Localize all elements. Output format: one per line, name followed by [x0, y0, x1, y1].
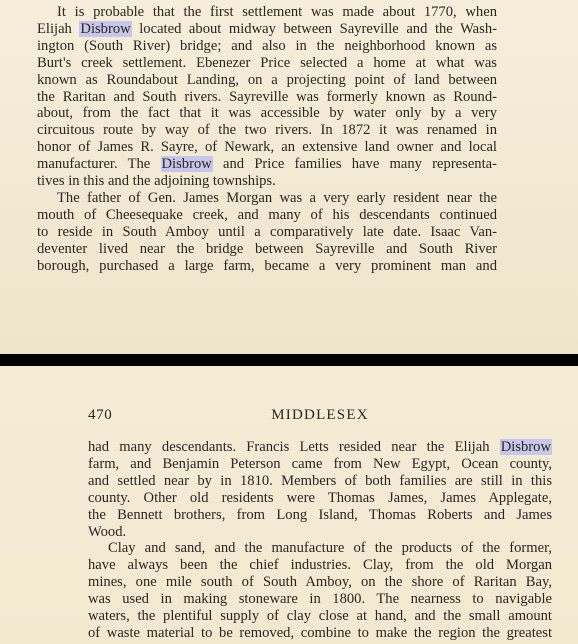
text-line [37, 4, 497, 21]
text-segment: and Price families have many representa- [212, 156, 497, 173]
text-segment: the Raritan and South rivers. Sayreville was formerly known as Round- [37, 88, 497, 105]
text-segment: borough, purchased a large farm, became a very prominent man and [37, 257, 497, 274]
page-number: 470 [88, 407, 113, 423]
text-line [88, 507, 552, 524]
search-highlight: Disbrow [80, 20, 131, 37]
text-segment: and settled near by in 1810. Members of both families are still in this [88, 472, 552, 489]
text-segment: circuitous route by way of the two rivers. In 1872 it was renamed in [37, 122, 497, 139]
text-line [88, 591, 552, 608]
text-line [37, 55, 497, 72]
text-line [88, 540, 552, 557]
text-line [37, 156, 497, 173]
text-segment: farm, and Benjamin Peterson came from New Egypt, Ocean county, [88, 455, 552, 472]
text-line [37, 241, 497, 258]
text-segment: deventer lived near the bridge between Sayreville and South River [37, 240, 497, 257]
text-line [88, 625, 552, 642]
search-highlight: Disbrow [161, 156, 212, 173]
text-segment: tives in this and the adjoining townships. [37, 173, 276, 190]
text-line [37, 105, 497, 122]
text-segment: ington (South River) bridge; and also in the neighborhood known as [37, 37, 497, 54]
text-segment: manufacturer. The [37, 156, 161, 173]
text-line [37, 38, 497, 55]
text-line [37, 207, 497, 224]
text-segment: located about midway between Sayreville and the Wash- [131, 20, 497, 37]
text-line [88, 574, 552, 591]
text-segment: had many descendants. Francis Letts resided near the Elijah [88, 439, 500, 455]
text-segment: about, from the fact that it was accessible by water only by a very [37, 105, 497, 122]
text-segment: waters, the plentiful supply of clay close at hand, and the small amount [88, 608, 552, 625]
text-line [37, 139, 497, 156]
text-segment: Burt's creek settlement. Ebenezer Price selected a home at what was [37, 54, 497, 71]
top-page-text [37, 4, 497, 275]
text-segment: Wood. [88, 523, 127, 540]
text-segment: to reside in South Amboy until a comparatively late date. Isaac Van- [37, 223, 497, 240]
text-line [37, 173, 497, 190]
bottom-page-text [88, 439, 552, 642]
text-segment: It is probable that the first settlement was made about 1770, when [57, 4, 497, 20]
text-segment: county. Other old residents were Thomas James, James Applegate, [88, 489, 552, 506]
text-segment: of waste material to be removed, combine to make the region the greatest [88, 624, 552, 641]
text-line [88, 557, 552, 574]
text-segment: known as Roundabout Landing, on a projecting point of land between [37, 71, 497, 88]
text-segment: the Bennett brothers, from Long Island, Thomas Roberts and James [88, 506, 552, 523]
text-line [88, 439, 552, 456]
text-line [88, 490, 552, 507]
text-segment: honor of James R. Sayre, of Newark, an extensive land owner and local [37, 139, 497, 156]
page-separator [0, 354, 578, 366]
running-head [88, 407, 552, 427]
search-highlight: Disbrow [500, 439, 551, 455]
text-segment: The father of Gen. James Morgan was a very early resident near the [57, 189, 497, 206]
text-line [37, 89, 497, 106]
text-segment: mouth of Cheesequake creek, and many of his descendants continued [37, 206, 497, 223]
text-segment: Clay and sand, and the manufacture of the products of the former, [108, 540, 552, 557]
text-line [37, 258, 497, 275]
text-segment: Elijah [37, 20, 80, 37]
page-heading: MIDDLESEX [271, 407, 369, 423]
text-line [88, 456, 552, 473]
text-line [88, 524, 552, 541]
text-line [37, 224, 497, 241]
page-bottom [0, 366, 578, 644]
text-segment: mines, one mile south of South Amboy, on the shore of Raritan Bay, [88, 574, 552, 591]
text-segment: have always been the chief industries. Clay, from the old Morgan [88, 557, 552, 574]
text-line [37, 122, 497, 139]
text-line [88, 608, 552, 625]
text-line [88, 473, 552, 490]
text-segment: was used in making stoneware in 1800. The nearness to navigable [88, 591, 552, 608]
text-line [37, 21, 497, 38]
text-line [37, 72, 497, 89]
text-line [37, 190, 497, 207]
